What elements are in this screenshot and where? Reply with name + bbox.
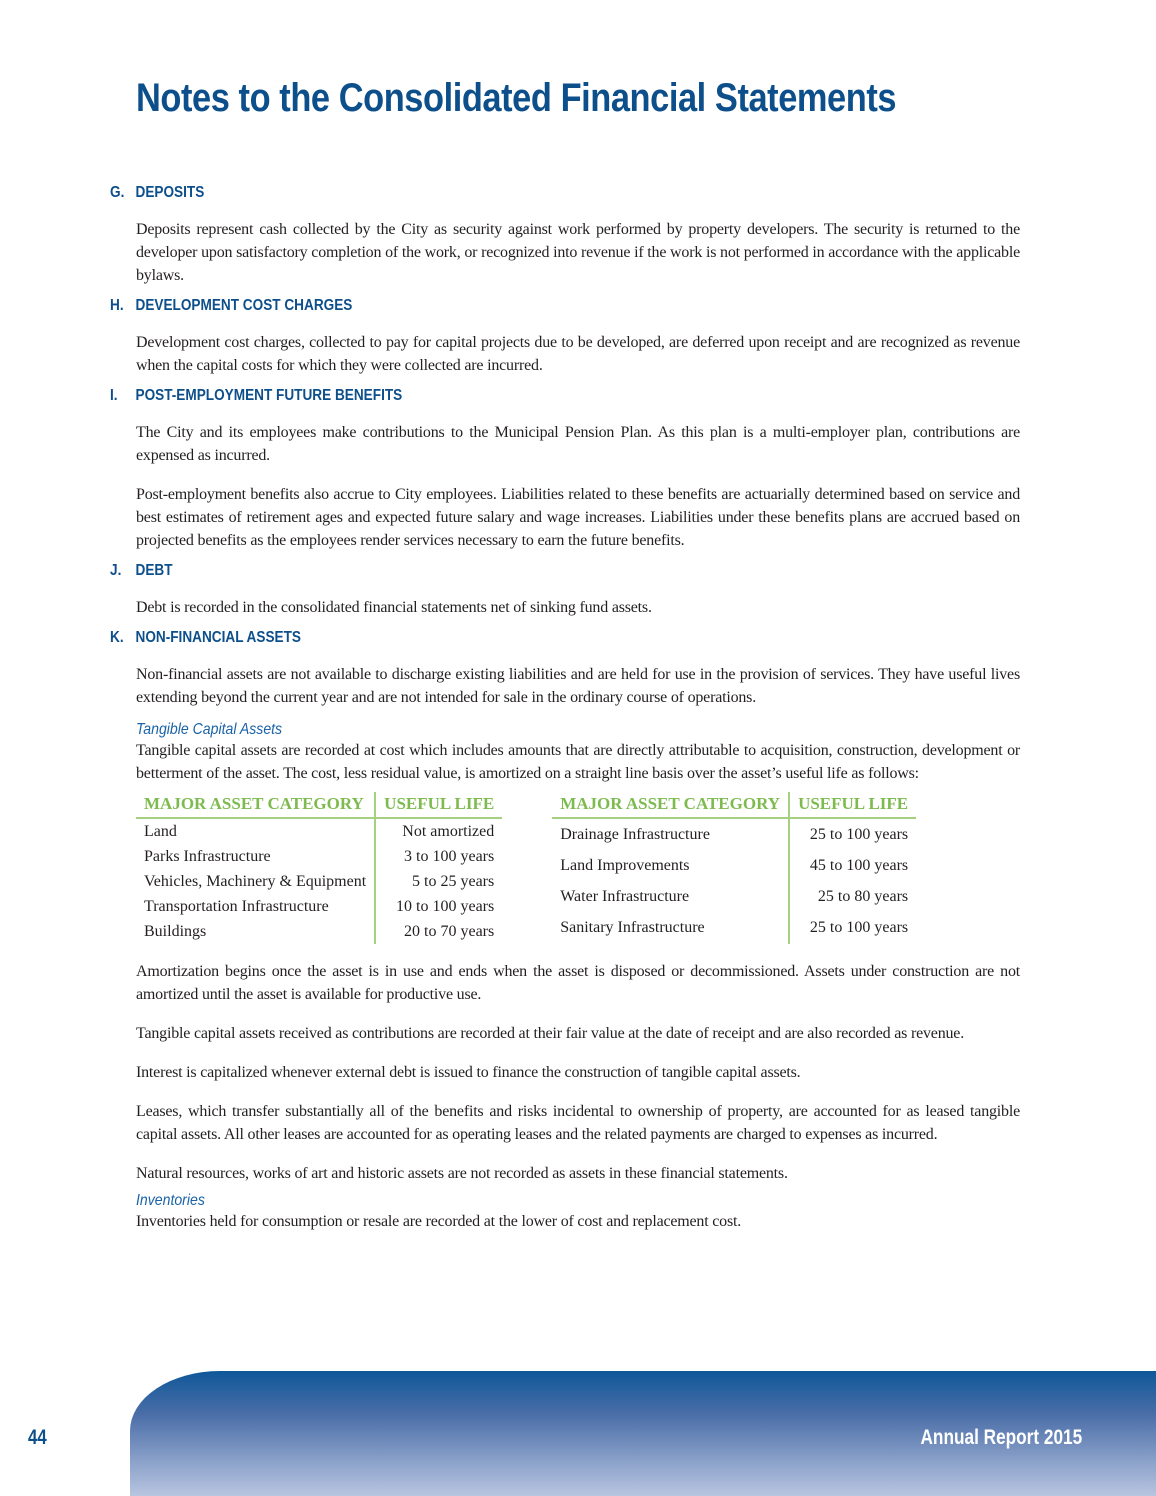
category-cell: Transportation Infrastructure: [144, 897, 329, 915]
life-cell: Not amortized: [375, 818, 502, 844]
section-heading: [110, 562, 884, 580]
paragraph: Debt is recorded in the consolidated financial statements net of sinking fund assets.: [136, 599, 652, 616]
useful-life-tables: [136, 792, 1020, 944]
category-cell: Vehicles, Machinery & Equipment: [144, 872, 367, 890]
section-heading: [110, 184, 884, 202]
table-row: [136, 869, 502, 894]
category-cell: Drainage Infrastructure: [560, 825, 710, 843]
paragraph: Non-financial assets are not available to discharge existing liabilities and are held for use in the provision of services. They have useful lives extending beyond the current year and are not intended for sale in the ordinary course of operations.: [136, 666, 1020, 706]
section-heading: [110, 629, 884, 647]
column-header-category: MAJOR ASSET CATEGORY: [136, 792, 375, 818]
section-heading: [110, 297, 884, 315]
section-letter: H.: [110, 297, 124, 314]
section-title: POST-EMPLOYMENT FUTURE BENEFITS: [135, 387, 403, 404]
table-row: [552, 850, 916, 881]
section-debt: [110, 562, 1020, 619]
section-letter: K.: [110, 629, 124, 646]
section-heading: [110, 387, 884, 405]
paragraph: Development cost charges, collected to pay for capital projects due to be developed, are deferred upon receipt and are recognized as revenue when the capital costs for which they were collected are incurred.: [136, 334, 1020, 374]
page-number: 44: [28, 1426, 47, 1449]
paragraph: Natural resources, works of art and historic assets are not recorded as assets in these financial statements.: [136, 1165, 788, 1182]
life-cell: 20 to 70 years: [375, 919, 502, 944]
column-header-useful-life: USEFUL LIFE: [375, 792, 502, 818]
section-development-cost-charges: [110, 297, 1020, 377]
section-letter: I.: [110, 387, 118, 404]
paragraph: Amortization begins once the asset is in use and ends when the asset is disposed or decommissioned. Assets under construction are not amortized until the asset is available for productive use.: [136, 963, 1020, 1003]
category-cell: Land: [144, 822, 177, 840]
table-row: [136, 894, 502, 919]
table-row: [552, 882, 916, 913]
category-cell: Water Infrastructure: [560, 888, 690, 906]
category-cell: Parks Infrastructure: [144, 847, 271, 865]
section-letter: J.: [110, 562, 122, 579]
paragraph: Leases, which transfer substantially all of the benefits and risks incidental to ownership of property, are accounted for as leased tangible capital assets. All other leases are accounted for as operating leases and the related payments are charged to expenses as incurred.: [136, 1103, 1020, 1143]
useful-life-table-right: [552, 792, 916, 944]
subheading-inventories: Inventories: [136, 1192, 205, 1209]
column-header-useful-life: USEFUL LIFE: [789, 792, 916, 818]
section-letter: G.: [110, 184, 125, 201]
section-deposits: [110, 184, 1020, 287]
life-cell: 25 to 100 years: [789, 913, 916, 944]
life-cell: 25 to 100 years: [789, 818, 916, 850]
report-name: Annual Report 2015: [920, 1426, 1082, 1449]
notes-content: [110, 184, 1020, 1243]
column-header-category: MAJOR ASSET CATEGORY: [552, 792, 789, 818]
table-row: [136, 919, 502, 944]
life-cell: 10 to 100 years: [375, 894, 502, 919]
paragraph: Inventories held for consumption or resale are recorded at the lower of cost and replacement cost.: [136, 1213, 742, 1230]
paragraph: Interest is capitalized whenever external debt is issued to finance the construction of tangible capital assets.: [136, 1064, 801, 1081]
section-title: DEBT: [135, 562, 173, 579]
section-title: NON-FINANCIAL ASSETS: [135, 629, 301, 646]
section-title: DEVELOPMENT COST CHARGES: [135, 297, 353, 314]
useful-life-table-left: [136, 792, 502, 944]
table-row: [136, 844, 502, 869]
life-cell: 5 to 25 years: [375, 869, 502, 894]
life-cell: 3 to 100 years: [375, 844, 502, 869]
paragraph: Deposits represent cash collected by the City as security against work performed by property developers. The security is returned to the developer upon satisfactory completion of the work, or recognized into revenue if the work is not performed in accordance with the applicable bylaws.: [136, 221, 1020, 284]
paragraph: Tangible capital assets are recorded at cost which includes amounts that are directly attributable to acquisition, construction, development or betterment of the asset. The cost, less residual value, is amortized on a straight line basis over the asset’s useful life as follows:: [136, 742, 1020, 782]
paragraph: Post-employment benefits also accrue to City employees. Liabilities related to these benefits are actuarially determined based on service and best estimates of retirement ages and expected future salary and wage increases. Liabilities under these benefits plans are accrued based on projected benefits as the employees render services necessary to earn the future benefits.: [136, 486, 1020, 549]
paragraph: Tangible capital assets received as contributions are recorded at their fair value at the date of receipt and are also recorded as revenue.: [136, 1025, 964, 1042]
category-cell: Buildings: [144, 922, 207, 940]
table-row: [136, 818, 502, 844]
paragraph: The City and its employees make contributions to the Municipal Pension Plan. As this plan is a multi-employer plan, contributions are expensed as incurred.: [136, 424, 1020, 464]
section-title: DEPOSITS: [135, 184, 205, 201]
category-cell: Land Improvements: [560, 857, 690, 875]
page-title: Notes to the Consolidated Financial Statements: [136, 76, 897, 120]
section-non-financial-assets: [110, 629, 1020, 1233]
section-post-employment-benefits: [110, 387, 1020, 552]
table-row: [552, 913, 916, 944]
life-cell: 25 to 80 years: [789, 882, 916, 913]
life-cell: 45 to 100 years: [789, 850, 916, 881]
table-row: [552, 818, 916, 850]
category-cell: Sanitary Infrastructure: [560, 919, 705, 937]
subheading-tangible-capital-assets: Tangible Capital Assets: [136, 721, 283, 738]
